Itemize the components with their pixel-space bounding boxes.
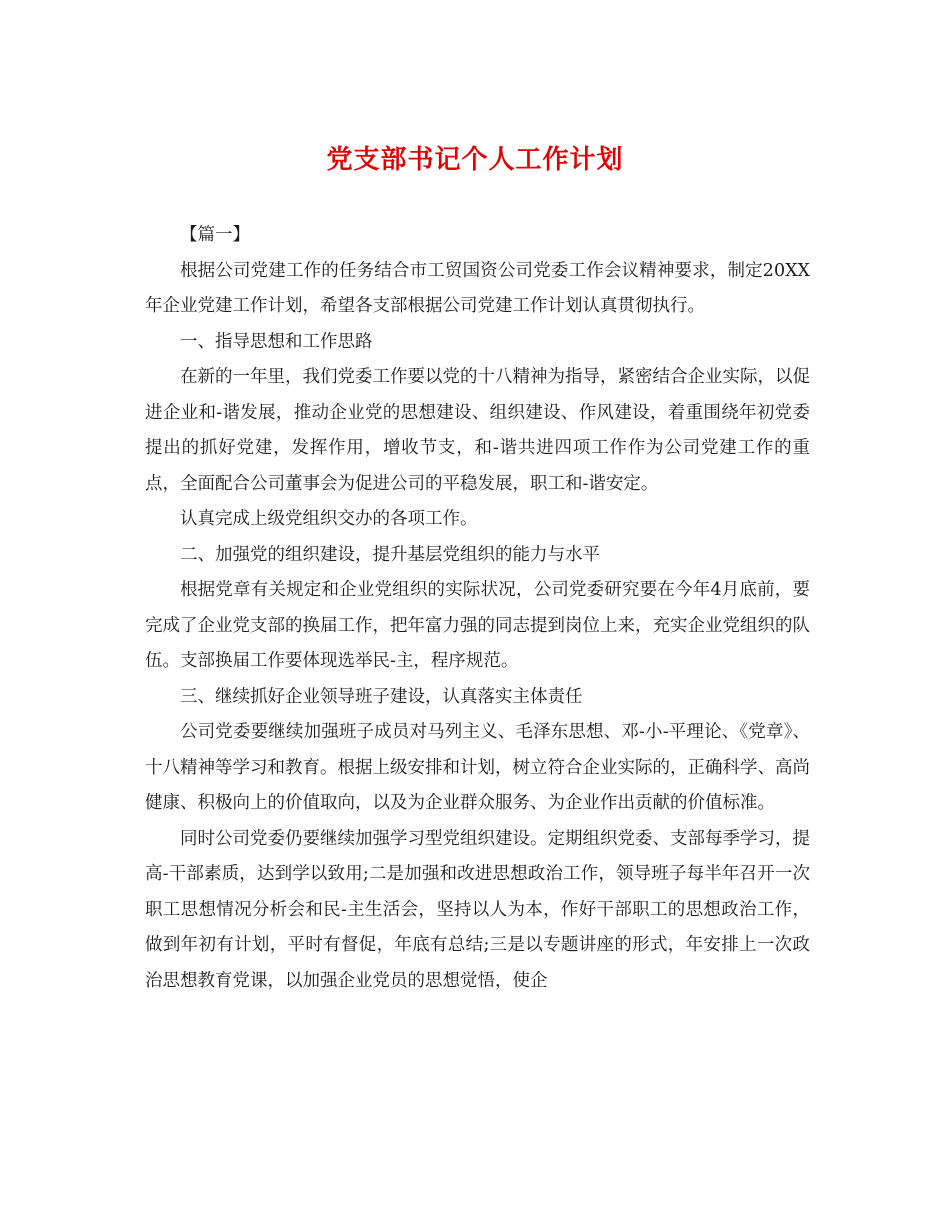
document-body (145, 218, 810, 999)
section-label: 【篇一】 (180, 225, 250, 245)
paragraph-guiding-ideology: 在新的一年里，我们党委工作要以党的十八精神为指导，紧密结合企业实际，以促进企业和-谐发展，推动企业党的思想建设、组织建设、作风建设，着重围绕年初党委提出的抓好党建，发挥作用，增收节支，和-谐共进四项工作作为公司党建工作的重点，全面配合公司董事会为促进公司的平稳发展，职工和-谐安定。 (145, 367, 810, 494)
paragraph-intro: 根据公司党建工作的任务结合市工贸国资公司党委工作会议精神要求，制定20XX年企业党建工作计划，希望各支部根据公司党建工作计划认真贯彻执行。 (145, 260, 810, 316)
heading-organization-building: 二、加强党的组织建设，提升基层党组织的能力与水平 (180, 544, 600, 565)
paragraph-learning-organization: 同时公司党委仍要继续加强学习型党组织建设。定期组织党委、支部每季学习，提高-干部素质，达到学以致用;二是加强和改进思想政治工作，领导班子每半年召开一次职工思想情况分析会和民-主生活会，坚持以人为本，作好干部职工的思想政治工作，做到年初有计划，平时有督促，年底有总结;三是以专题讲座的形式，年安排上一次政治思想教育党课，以加强企业党员的思想觉悟，使企 (145, 828, 810, 991)
heading-guiding-ideology: 一、指导思想和工作思路 (180, 331, 373, 352)
heading-leadership-building: 三、继续抓好企业领导班子建设，认真落实主体责任 (180, 686, 583, 707)
paragraph-leadership-study: 公司党委要继续加强班子成员对马列主义、毛泽东思想、邓-小-平理论、《党章》、十八精神等学习和教育。根据上级安排和计划，树立符合企业实际的，正确科学、高尚健康、积极向上的价值取向，以及为企业群众服务、为企业作出贡献的价值标准。 (145, 722, 810, 813)
paragraph-organization-building: 根据党章有关规定和企业党组织的实际状况，公司党委研究要在今年4月底前，要完成了企业党支部的换届工作，把年富力强的同志提到岗位上来，充实企业党组织的队伍。支部换届工作要体现选举民-主，程序规范。 (145, 580, 810, 671)
document-title: 党支部书记个人工作计划 (326, 145, 624, 175)
paragraph-superior-tasks: 认真完成上级党组织交办的各项工作。 (180, 509, 478, 529)
